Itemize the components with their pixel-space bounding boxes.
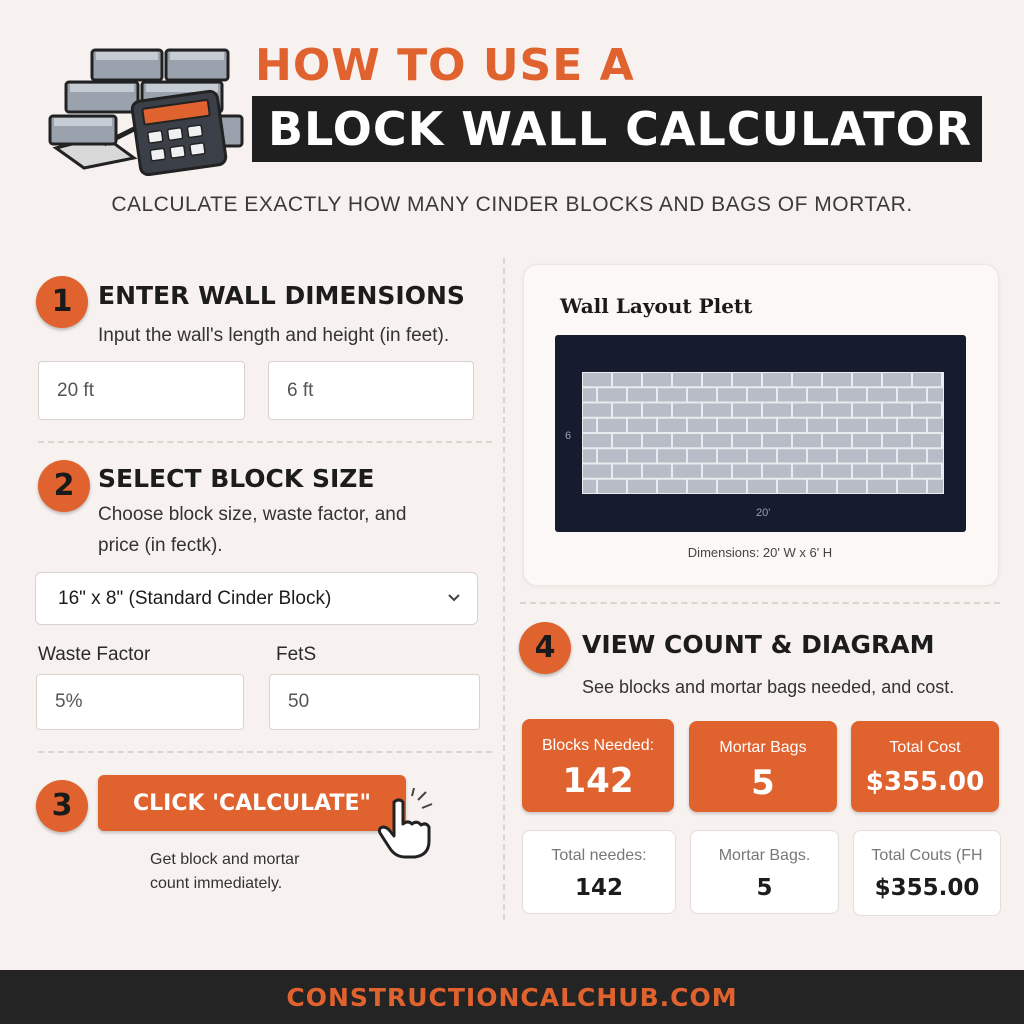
blocks-needed-tile	[522, 719, 674, 812]
wall-brick	[688, 419, 716, 432]
wall-length-input[interactable]	[38, 361, 245, 420]
wall-brick	[658, 419, 686, 432]
wall-brick	[778, 480, 806, 493]
mortar-bags-tile	[689, 721, 837, 812]
blocks-summary-tile	[522, 830, 676, 914]
wall-brick	[628, 480, 656, 493]
step-1-title: ENTER WALL DIMENSIONS	[98, 281, 465, 310]
wall-brick	[733, 373, 761, 386]
wall-brick	[928, 480, 943, 493]
step-3-desc-line1: Get block and mortar	[150, 851, 300, 868]
wall-brick	[793, 404, 821, 417]
wall-brick	[883, 404, 911, 417]
step-2-title: SELECT BLOCK SIZE	[98, 464, 375, 493]
wall-brick	[583, 419, 596, 432]
wall-brick	[583, 465, 611, 478]
wall-brick	[598, 419, 626, 432]
wall-height-input[interactable]	[268, 361, 474, 420]
wall-brick	[658, 480, 686, 493]
wall-brick	[643, 373, 671, 386]
wall-brick	[628, 388, 656, 401]
wall-brick	[703, 465, 731, 478]
wall-brick	[628, 449, 656, 462]
wall-brick	[793, 373, 821, 386]
wall-brick	[703, 373, 731, 386]
summary-label: Total Couts (FH	[871, 847, 983, 864]
wall-brick	[598, 449, 626, 462]
price-input[interactable]	[269, 674, 480, 730]
wall-brick	[928, 388, 943, 401]
wall-brick	[703, 404, 731, 417]
wall-brick	[763, 465, 791, 478]
wall-brick	[718, 449, 746, 462]
block-size-selected: 16" x 8" (Standard Cinder Block)	[58, 587, 332, 609]
mortar-summary-tile	[690, 830, 839, 914]
wall-brick	[853, 434, 881, 447]
result-label: Mortar Bags	[719, 739, 807, 756]
wall-brick	[898, 480, 926, 493]
wall-brick	[583, 434, 611, 447]
result-value: 5	[751, 763, 775, 803]
summary-label: Total needes:	[551, 847, 647, 864]
calculate-button[interactable]: CLICK 'CALCULATE"	[98, 775, 406, 831]
step-3-badge: 3	[36, 780, 88, 832]
wall-brick	[718, 480, 746, 493]
wall-brick	[898, 419, 926, 432]
wall-dimensions-caption: Dimensions: 20' W x 6' H	[687, 545, 833, 560]
waste-factor-label: Waste Factor	[38, 644, 151, 665]
wall-brick	[928, 449, 943, 462]
wall-brick	[583, 388, 596, 401]
wall-height-value: 6 ft	[287, 379, 314, 401]
total-cost-tile	[851, 721, 999, 812]
step-2-desc-line1: Choose block size, waste factor, and	[98, 504, 407, 525]
wall-brick	[643, 465, 671, 478]
wall-brick-diagram	[582, 372, 944, 494]
wall-brick	[853, 465, 881, 478]
wall-brick	[823, 465, 851, 478]
wall-brick	[868, 449, 896, 462]
step-4-title: VIEW COUNT & DIAGRAM	[582, 630, 935, 659]
section-divider	[38, 751, 492, 753]
step-3-desc	[150, 848, 299, 896]
wall-brick	[748, 480, 776, 493]
wall-brick	[838, 480, 866, 493]
wall-brick	[853, 404, 881, 417]
wall-brick	[733, 404, 761, 417]
wall-brick	[763, 404, 791, 417]
wall-brick	[778, 388, 806, 401]
wall-brick	[868, 480, 896, 493]
footer-site-link[interactable]: CONSTRUCTIONCALCHUB.COM	[286, 982, 738, 1012]
wall-brick	[628, 419, 656, 432]
wall-brick	[613, 465, 641, 478]
wall-brick	[598, 480, 626, 493]
page-title-line1: HOW TO USE A	[255, 40, 635, 91]
block-size-select[interactable]	[35, 572, 478, 625]
wall-brick	[733, 434, 761, 447]
wall-brick	[808, 388, 836, 401]
wall-brick	[673, 434, 701, 447]
wall-brick	[613, 373, 641, 386]
cost-summary-tile	[853, 830, 1001, 916]
wall-brick	[883, 465, 911, 478]
wall-brick	[643, 404, 671, 417]
wall-brick	[793, 465, 821, 478]
wall-brick	[718, 388, 746, 401]
wall-brick	[868, 388, 896, 401]
wall-brick	[733, 465, 761, 478]
column-divider	[503, 258, 505, 920]
price-label: FetS	[276, 644, 317, 665]
wall-brick	[748, 388, 776, 401]
result-value: 142	[562, 761, 634, 801]
wall-brick	[808, 480, 836, 493]
wall-brick	[763, 434, 791, 447]
wall-brick	[583, 404, 611, 417]
waste-factor-input[interactable]	[36, 674, 244, 730]
wall-brick	[688, 388, 716, 401]
wall-brick	[898, 449, 926, 462]
step-2-desc-line2: price (in fectk).	[98, 535, 223, 556]
section-divider	[38, 441, 492, 443]
wall-brick	[808, 449, 836, 462]
wall-brick	[748, 419, 776, 432]
wall-layout-title: Wall Layout Plett	[560, 294, 753, 318]
wall-brick	[853, 373, 881, 386]
wall-brick	[913, 465, 941, 478]
summary-label: Mortar Bags.	[718, 847, 811, 864]
wall-brick	[838, 419, 866, 432]
section-divider	[520, 602, 1000, 604]
wall-width-tick: 20'	[756, 507, 771, 519]
wall-brick	[673, 404, 701, 417]
wall-brick	[808, 419, 836, 432]
wall-brick	[718, 419, 746, 432]
page-subtitle: CALCULATE EXACTLY HOW MANY CINDER BLOCKS AND BAGS OF MORTAR.	[111, 193, 913, 216]
step-3-desc-line2: count immediately.	[150, 875, 283, 892]
wall-brick	[883, 434, 911, 447]
wall-brick	[883, 373, 911, 386]
wall-brick	[658, 449, 686, 462]
wall-brick	[688, 480, 716, 493]
wall-length-value: 20 ft	[57, 379, 94, 401]
wall-brick	[613, 434, 641, 447]
result-label: Blocks Needed:	[541, 737, 655, 754]
wall-brick	[778, 419, 806, 432]
step-1-badge: 1	[36, 276, 88, 328]
wall-brick	[748, 449, 776, 462]
chevron-down-icon	[447, 591, 461, 605]
wall-brick	[913, 404, 941, 417]
wall-brick	[778, 449, 806, 462]
wall-brick	[898, 388, 926, 401]
wall-brick	[868, 419, 896, 432]
wall-height-tick: 6	[565, 430, 572, 442]
step-4-desc: See blocks and mortar bags needed, and cost.	[582, 677, 955, 697]
wall-brick	[838, 449, 866, 462]
wall-brick	[583, 449, 596, 462]
wall-brick	[688, 449, 716, 462]
result-value: $355.00	[865, 767, 985, 797]
summary-value: 142	[574, 875, 623, 901]
wall-brick	[658, 388, 686, 401]
wall-brick	[703, 434, 731, 447]
wall-brick	[613, 404, 641, 417]
wall-brick	[763, 373, 791, 386]
hand-pointer-icon	[372, 788, 442, 860]
wall-brick	[673, 373, 701, 386]
wall-brick	[583, 480, 596, 493]
waste-factor-value: 5%	[55, 691, 83, 712]
wall-brick	[838, 388, 866, 401]
wall-brick	[643, 434, 671, 447]
result-label: Total Cost	[889, 739, 961, 756]
wall-brick	[823, 434, 851, 447]
summary-value: $355.00	[874, 875, 980, 901]
step-1-desc: Input the wall's length and height (in feet).	[98, 325, 450, 346]
wall-brick	[823, 404, 851, 417]
wall-brick	[673, 465, 701, 478]
summary-value: 5	[756, 875, 773, 901]
step-2-badge: 2	[38, 460, 90, 512]
wall-brick	[913, 373, 941, 386]
wall-brick	[928, 419, 943, 432]
page-title-line2: BLOCK WALL CALCULATOR	[268, 102, 973, 156]
price-value: 50	[288, 691, 310, 712]
wall-brick	[598, 388, 626, 401]
wall-brick	[913, 434, 941, 447]
wall-brick	[583, 373, 611, 386]
bricks-calculator-trowel-icon	[44, 36, 249, 176]
footer-bar	[0, 970, 1024, 1024]
wall-brick	[793, 434, 821, 447]
step-4-badge: 4	[519, 622, 571, 674]
wall-brick	[823, 373, 851, 386]
